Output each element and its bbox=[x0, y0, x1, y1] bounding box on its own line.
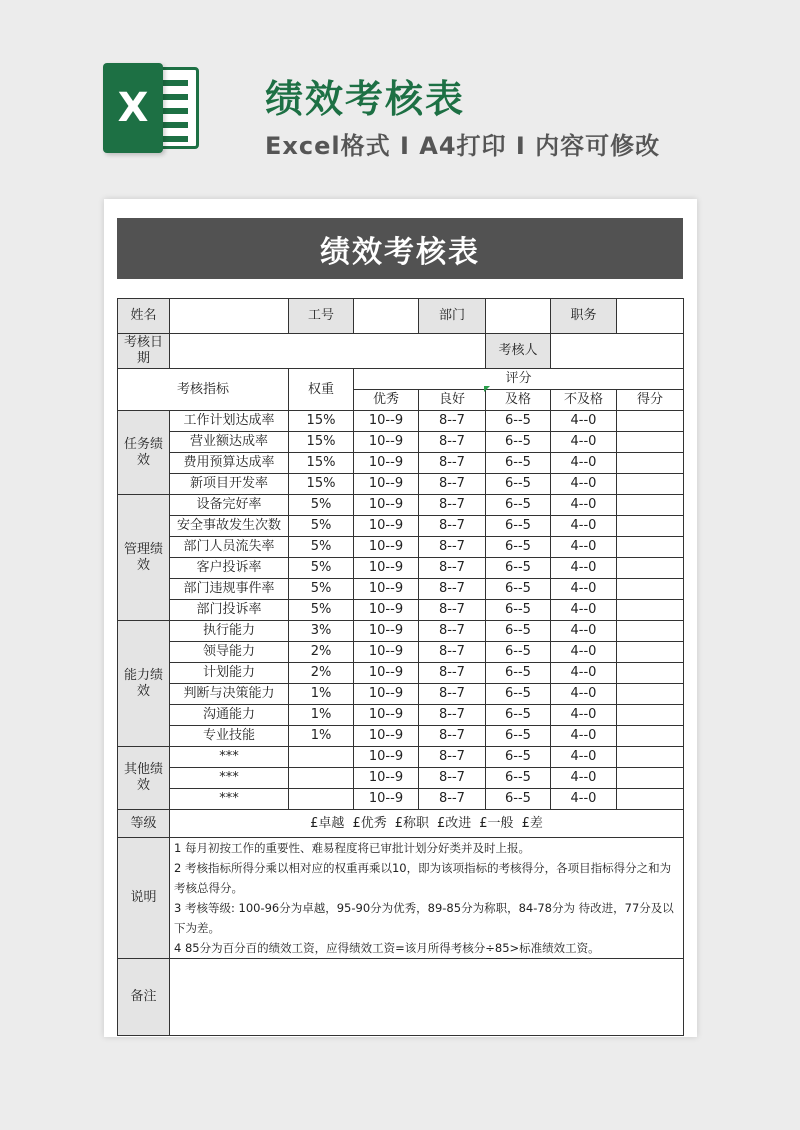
indicator-row bbox=[118, 726, 684, 747]
indicator-weight: 5% bbox=[289, 495, 354, 516]
indicator-name: 工作计划达成率 bbox=[170, 411, 289, 432]
excellent-range: 10--9 bbox=[354, 537, 419, 558]
pass-range: 6--5 bbox=[486, 621, 551, 642]
explain-line: 4 85分为百分百的绩效工资，应得绩效工资=该月所得考核分÷85>标准绩效工资。 bbox=[174, 941, 600, 955]
pass-range: 6--5 bbox=[486, 768, 551, 789]
fail-range: 4--0 bbox=[551, 453, 617, 474]
pass-range: 6--5 bbox=[486, 432, 551, 453]
excel-x-icon bbox=[103, 63, 163, 153]
excellent-range: 10--9 bbox=[354, 768, 419, 789]
indicator-name: 专业技能 bbox=[170, 726, 289, 747]
indicator-name: 计划能力 bbox=[170, 663, 289, 684]
good-range: 8--7 bbox=[419, 579, 486, 600]
indicator-weight: 5% bbox=[289, 600, 354, 621]
level-options bbox=[170, 810, 684, 838]
indicator-name: 客户投诉率 bbox=[170, 558, 289, 579]
date-field[interactable] bbox=[170, 334, 486, 369]
department-label: 部门 bbox=[419, 299, 486, 334]
level-option-checkbox[interactable]: £一般 bbox=[479, 815, 514, 831]
pass-range: 6--5 bbox=[486, 474, 551, 495]
score-field[interactable] bbox=[617, 600, 684, 621]
score-field[interactable] bbox=[617, 432, 684, 453]
pass-range: 6--5 bbox=[486, 453, 551, 474]
name-label: 姓名 bbox=[118, 299, 170, 334]
indicator-row bbox=[118, 453, 684, 474]
score-field[interactable] bbox=[617, 579, 684, 600]
indicator-weight: 15% bbox=[289, 432, 354, 453]
indicator-weight: 15% bbox=[289, 453, 354, 474]
level-row bbox=[118, 810, 684, 838]
remark-field[interactable] bbox=[170, 959, 684, 1036]
indicator-row bbox=[118, 411, 684, 432]
logo-letter: X bbox=[117, 85, 149, 131]
group-name: 管理绩效 bbox=[118, 495, 170, 621]
indicator-name: 设备完好率 bbox=[170, 495, 289, 516]
fail-range: 4--0 bbox=[551, 768, 617, 789]
indicator-name: *** bbox=[170, 768, 289, 789]
fail-range: 4--0 bbox=[551, 537, 617, 558]
position-field[interactable] bbox=[617, 299, 684, 334]
indicator-name: 安全事故发生次数 bbox=[170, 516, 289, 537]
score-field[interactable] bbox=[617, 747, 684, 768]
date-label: 考核日期 bbox=[118, 334, 170, 369]
remark-label: 备注 bbox=[118, 959, 170, 1036]
good-range: 8--7 bbox=[419, 495, 486, 516]
indicator-weight bbox=[289, 768, 354, 789]
pass-range: 6--5 bbox=[486, 642, 551, 663]
remark-row bbox=[118, 959, 684, 1036]
indicator-weight: 15% bbox=[289, 474, 354, 495]
indicator-header: 考核指标 bbox=[118, 369, 289, 411]
indicator-name: *** bbox=[170, 789, 289, 810]
fail-range: 4--0 bbox=[551, 747, 617, 768]
pass-range: 6--5 bbox=[486, 705, 551, 726]
indicator-weight: 15% bbox=[289, 411, 354, 432]
indicator-row bbox=[118, 621, 684, 642]
score-field[interactable] bbox=[617, 495, 684, 516]
cell-comment-marker bbox=[484, 386, 490, 392]
excellent-range: 10--9 bbox=[354, 684, 419, 705]
department-field[interactable] bbox=[486, 299, 551, 334]
fail-header: 不及格 bbox=[551, 390, 617, 411]
indicator-name: *** bbox=[170, 747, 289, 768]
fail-range: 4--0 bbox=[551, 432, 617, 453]
pass-range: 6--5 bbox=[486, 600, 551, 621]
good-range: 8--7 bbox=[419, 642, 486, 663]
score-field[interactable] bbox=[617, 642, 684, 663]
indicator-weight: 5% bbox=[289, 579, 354, 600]
indicator-weight: 5% bbox=[289, 537, 354, 558]
reviewer-field[interactable] bbox=[551, 334, 684, 369]
indicator-row bbox=[118, 537, 684, 558]
good-range: 8--7 bbox=[419, 768, 486, 789]
indicator-weight bbox=[289, 747, 354, 768]
indicator-row bbox=[118, 663, 684, 684]
excellent-range: 10--9 bbox=[354, 747, 419, 768]
excellent-range: 10--9 bbox=[354, 579, 419, 600]
indicator-weight: 1% bbox=[289, 684, 354, 705]
good-range: 8--7 bbox=[419, 411, 486, 432]
indicator-row bbox=[118, 642, 684, 663]
reviewer-label: 考核人 bbox=[486, 334, 551, 369]
fail-range: 4--0 bbox=[551, 579, 617, 600]
excellent-range: 10--9 bbox=[354, 663, 419, 684]
level-option-checkbox[interactable]: £改进 bbox=[437, 815, 472, 831]
weight-header: 权重 bbox=[289, 369, 354, 411]
good-range: 8--7 bbox=[419, 516, 486, 537]
excellent-range: 10--9 bbox=[354, 411, 419, 432]
indicator-weight: 5% bbox=[289, 516, 354, 537]
good-range: 8--7 bbox=[419, 747, 486, 768]
good-range: 8--7 bbox=[419, 453, 486, 474]
score-field[interactable] bbox=[617, 621, 684, 642]
pass-range: 6--5 bbox=[486, 747, 551, 768]
score-field[interactable] bbox=[617, 411, 684, 432]
score-field[interactable] bbox=[617, 663, 684, 684]
excellent-header: 优秀 bbox=[354, 390, 419, 411]
good-header: 良好 bbox=[419, 390, 486, 411]
indicator-weight: 2% bbox=[289, 642, 354, 663]
good-range: 8--7 bbox=[419, 621, 486, 642]
indicator-weight: 3% bbox=[289, 621, 354, 642]
fail-range: 4--0 bbox=[551, 474, 617, 495]
indicator-row bbox=[118, 432, 684, 453]
indicator-name: 部门违规事件率 bbox=[170, 579, 289, 600]
group-name: 其他绩效 bbox=[118, 747, 170, 810]
excellent-range: 10--9 bbox=[354, 789, 419, 810]
pass-range: 6--5 bbox=[486, 579, 551, 600]
indicator-name: 执行能力 bbox=[170, 621, 289, 642]
excellent-range: 10--9 bbox=[354, 621, 419, 642]
appraisal-form bbox=[117, 298, 684, 1036]
score-field[interactable] bbox=[617, 558, 684, 579]
indicator-weight bbox=[289, 789, 354, 810]
fail-range: 4--0 bbox=[551, 705, 617, 726]
good-range: 8--7 bbox=[419, 474, 486, 495]
fail-range: 4--0 bbox=[551, 495, 617, 516]
excellent-range: 10--9 bbox=[354, 558, 419, 579]
good-range: 8--7 bbox=[419, 726, 486, 747]
good-range: 8--7 bbox=[419, 684, 486, 705]
pass-range: 6--5 bbox=[486, 537, 551, 558]
excellent-range: 10--9 bbox=[354, 516, 419, 537]
score-field[interactable] bbox=[617, 537, 684, 558]
indicator-row bbox=[118, 747, 684, 768]
excellent-range: 10--9 bbox=[354, 705, 419, 726]
score-field[interactable] bbox=[617, 705, 684, 726]
fail-range: 4--0 bbox=[551, 684, 617, 705]
score-field[interactable] bbox=[617, 789, 684, 810]
pass-range: 6--5 bbox=[486, 516, 551, 537]
pass-header: 及格 bbox=[486, 390, 551, 411]
level-option-checkbox[interactable]: £优秀 bbox=[352, 815, 387, 831]
excellent-range: 10--9 bbox=[354, 726, 419, 747]
good-range: 8--7 bbox=[419, 705, 486, 726]
explain-line: 3 考核等级: 100-96分为卓越，95-90分为优秀，89-85分为称职，84-78分为 待改进，77分及以下为差。 bbox=[174, 901, 674, 935]
level-label: 等级 bbox=[118, 810, 170, 838]
fail-range: 4--0 bbox=[551, 600, 617, 621]
page-title: 绩效考核表 bbox=[265, 77, 466, 121]
indicator-row bbox=[118, 495, 684, 516]
form-banner: 绩效考核表 bbox=[117, 218, 683, 279]
fail-range: 4--0 bbox=[551, 411, 617, 432]
explain-line: 1 每月初按工作的重要性、难易程度将已审批计划分好类并及时上报。 bbox=[174, 841, 530, 855]
pass-range: 6--5 bbox=[486, 495, 551, 516]
score-field[interactable] bbox=[617, 516, 684, 537]
level-option-checkbox[interactable]: £称职 bbox=[394, 815, 429, 831]
pass-range: 6--5 bbox=[486, 789, 551, 810]
explain-line: 2 考核指标所得分乘以相对应的权重再乘以10，即为该项指标的考核得分，各项目指标得分之和为考核总得分。 bbox=[174, 861, 672, 895]
excellent-range: 10--9 bbox=[354, 495, 419, 516]
level-option-checkbox[interactable]: £差 bbox=[521, 815, 543, 831]
indicator-name: 费用预算达成率 bbox=[170, 453, 289, 474]
position-label: 职务 bbox=[551, 299, 617, 334]
indicator-row bbox=[118, 600, 684, 621]
good-range: 8--7 bbox=[419, 789, 486, 810]
pass-range: 6--5 bbox=[486, 663, 551, 684]
score-field[interactable] bbox=[617, 768, 684, 789]
indicator-name: 新项目开发率 bbox=[170, 474, 289, 495]
score-field[interactable] bbox=[617, 453, 684, 474]
indicator-row bbox=[118, 558, 684, 579]
employee-id-label: 工号 bbox=[289, 299, 354, 334]
fail-range: 4--0 bbox=[551, 663, 617, 684]
good-range: 8--7 bbox=[419, 432, 486, 453]
page-subtitle: Excel格式 I A4打印 I 内容可修改 bbox=[265, 132, 661, 160]
form-body bbox=[118, 299, 684, 1036]
rating-header: 评分 bbox=[354, 369, 684, 390]
fail-range: 4--0 bbox=[551, 558, 617, 579]
indicator-row bbox=[118, 579, 684, 600]
excellent-range: 10--9 bbox=[354, 600, 419, 621]
indicator-name: 领导能力 bbox=[170, 642, 289, 663]
indicator-weight: 1% bbox=[289, 726, 354, 747]
pass-range: 6--5 bbox=[486, 726, 551, 747]
score-field[interactable] bbox=[617, 726, 684, 747]
pass-range: 6--5 bbox=[486, 411, 551, 432]
explain-text bbox=[170, 838, 684, 959]
pass-range: 6--5 bbox=[486, 684, 551, 705]
group-name: 能力绩效 bbox=[118, 621, 170, 747]
fail-range: 4--0 bbox=[551, 516, 617, 537]
indicator-row bbox=[118, 705, 684, 726]
indicator-weight: 5% bbox=[289, 558, 354, 579]
pass-range: 6--5 bbox=[486, 558, 551, 579]
score-header: 得分 bbox=[617, 390, 684, 411]
good-range: 8--7 bbox=[419, 537, 486, 558]
excel-logo bbox=[103, 63, 203, 153]
indicator-row bbox=[118, 474, 684, 495]
explain-label: 说明 bbox=[118, 838, 170, 959]
employee-id-field[interactable] bbox=[354, 299, 419, 334]
group-name: 任务绩效 bbox=[118, 411, 170, 495]
score-field[interactable] bbox=[617, 474, 684, 495]
indicator-row bbox=[118, 516, 684, 537]
excellent-range: 10--9 bbox=[354, 432, 419, 453]
indicator-weight: 1% bbox=[289, 705, 354, 726]
indicator-weight: 2% bbox=[289, 663, 354, 684]
indicator-name: 沟通能力 bbox=[170, 705, 289, 726]
fail-range: 4--0 bbox=[551, 621, 617, 642]
indicator-row bbox=[118, 684, 684, 705]
excellent-range: 10--9 bbox=[354, 642, 419, 663]
indicator-row bbox=[118, 789, 684, 810]
level-option-checkbox[interactable]: £卓越 bbox=[310, 815, 345, 831]
good-range: 8--7 bbox=[419, 600, 486, 621]
score-field[interactable] bbox=[617, 684, 684, 705]
fail-range: 4--0 bbox=[551, 789, 617, 810]
indicator-name: 部门投诉率 bbox=[170, 600, 289, 621]
indicator-name: 部门人员流失率 bbox=[170, 537, 289, 558]
fail-range: 4--0 bbox=[551, 642, 617, 663]
name-field[interactable] bbox=[170, 299, 289, 334]
fail-range: 4--0 bbox=[551, 726, 617, 747]
indicator-row bbox=[118, 768, 684, 789]
indicator-name: 判断与决策能力 bbox=[170, 684, 289, 705]
good-range: 8--7 bbox=[419, 558, 486, 579]
indicator-name: 营业额达成率 bbox=[170, 432, 289, 453]
good-range: 8--7 bbox=[419, 663, 486, 684]
excellent-range: 10--9 bbox=[354, 474, 419, 495]
explain-row bbox=[118, 838, 684, 959]
excellent-range: 10--9 bbox=[354, 453, 419, 474]
